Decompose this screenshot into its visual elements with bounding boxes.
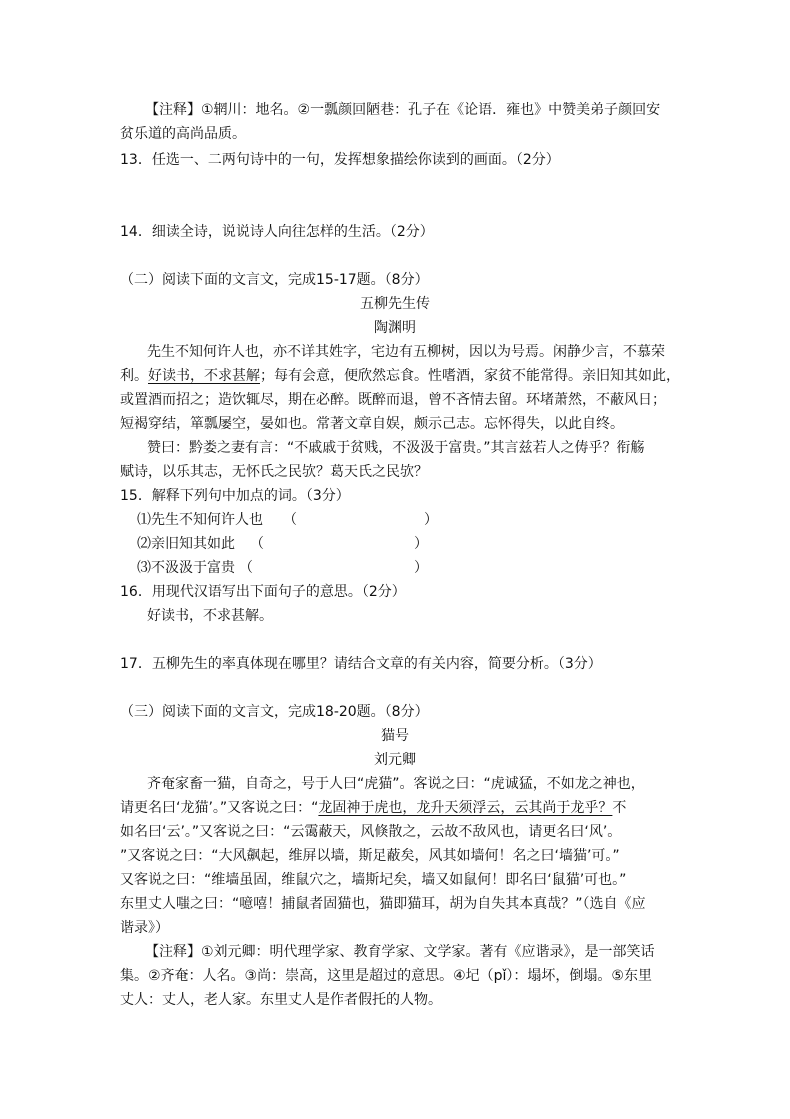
passage-2-line-2: 请更名曰‘龙猫’。”又客说之曰：“龙固神于虎也，龙升天须浮云，云其尚于龙乎？不 [120, 800, 627, 816]
note-2-line-2: 集。②齐奄：人名。③尚：崇高，这里是超过的意思。④圮（pǐ）：塌坏，倒塌。⑤东里 [120, 968, 652, 984]
note-2-line-1: 【注释】①刘元卿：明代理学家、教育学家、文学家。著有《应谐录》，是一部笑话 [145, 944, 655, 960]
passage-1-zan-line-2: 赋诗，以乐其志，无怀氏之民欤？葛天氏之民欤？ [120, 464, 428, 480]
passage-1-line-1: 先生不知何许人也，亦不详其姓字，宅边有五柳树，因以为号焉。闲静少言，不慕荣 [147, 344, 665, 360]
text-author-liu: 刘元卿 [374, 752, 416, 768]
q15-item-2: ⑵亲旧知其如此 [137, 536, 235, 552]
question-16: 16．用现代汉语写出下面句子的意思。（2分） [120, 584, 406, 600]
passage-2-line-5: 又客说之曰：“维墙虽固，维鼠穴之，墙斯圮矣，墙又如鼠何！即名曰‘鼠猫’可也。” [120, 872, 627, 888]
passage-1-line-3: 或置酒而招之；造饮辄尽，期在必醉。既醉而退，曾不吝情去留。环堵萧然，不蔽风日； [120, 392, 666, 408]
q15-item-1: ⑴先生不知何许人也 [137, 512, 263, 528]
q15-item-1-paren-close: ） [424, 512, 438, 528]
passage-2-line-6: 东里丈人嗤之曰：“噫嘻！捕鼠者固猫也，猫即猫耳，胡为自失其本真哉？”（选自《应 [120, 896, 646, 912]
q15-item-2-paren-close: ） [414, 536, 428, 552]
question-17: 17．五柳先生的率真体现在哪里？请结合文章的有关内容，简要分析。（3分） [120, 656, 602, 672]
passage-2-line-7: 谐录》） [120, 920, 169, 936]
note-2-line-3: 丈人：丈人，老人家。东里丈人是作者假托的人物。 [120, 992, 442, 1008]
question-14: 14．细读全诗，说说诗人向往怎样的生活。（2分） [120, 224, 434, 240]
q16-sentence: 好读书，不求甚解。 [147, 608, 273, 624]
note-line-2: 贫乐道的高尚品质。 [120, 126, 246, 142]
q15-item-1-paren-open: （ [283, 512, 297, 528]
underlined-sentence: 好读书，不求甚解 [148, 368, 260, 384]
passage-1-line-2: 利。好读书，不求甚解；每有会意，便欣然忘食。性嗜酒，家贫不能常得。亲旧知其如此， [120, 368, 680, 384]
passage-2-line-1: 齐奄家畜一猫，自奇之，号于人曰“虎猫”。客说之曰：“虎诚猛，不如龙之神也， [147, 776, 645, 792]
note-line-1: 【注释】①辋川：地名。②一瓢颜回陋巷：孔子在《论语．雍也》中赞美弟子颜回安 [145, 102, 661, 118]
question-13: 13．任选一、二两句诗中的一句，发挥想象描绘你读到的画面。（2分） [120, 152, 560, 168]
section-2-heading: （二）阅读下面的文言文，完成15-17题。（8分） [120, 272, 429, 288]
q15-item-3-paren-open: （ [239, 560, 253, 576]
text-title-maohao: 猫号 [381, 728, 409, 744]
passage-2-line-3: 如名曰‘云’。”又客说之曰：“云霭蔽天，风倏散之，云故不敌风也，请更名曰‘风’。 [120, 824, 622, 840]
q15-item-2-paren-open: （ [250, 536, 264, 552]
question-15: 15．解释下列句中加点的词。（3分） [120, 488, 350, 504]
underlined-sentence: 龙固神于虎也，龙升天须浮云，云其尚于龙乎？ [318, 800, 613, 816]
q15-item-3-paren-close: ） [414, 560, 428, 576]
q15-item-3: ⑶不汲汲于富贵 [137, 560, 235, 576]
text-author-tao: 陶渊明 [374, 320, 416, 336]
section-3-heading: （三）阅读下面的文言文，完成18-20题。（8分） [120, 704, 429, 720]
passage-1-zan-line-1: 赞曰：黔娄之妻有言：“不戚戚于贫贱，不汲汲于富贵。”其言兹若人之俦乎？衔觞 [147, 440, 645, 456]
text-title-wuliu: 五柳先生传 [360, 296, 430, 312]
passage-2-line-4: ”又客说之曰：“大风飙起，维屏以墙，斯足蔽矣，风其如墙何！名之曰‘墙猫’可。” [120, 848, 620, 864]
passage-1-line-4: 短褐穿结，箪瓢屡空，晏如也。常著文章自娱，颇示己志。忘怀得失，以此自终。 [120, 416, 624, 432]
